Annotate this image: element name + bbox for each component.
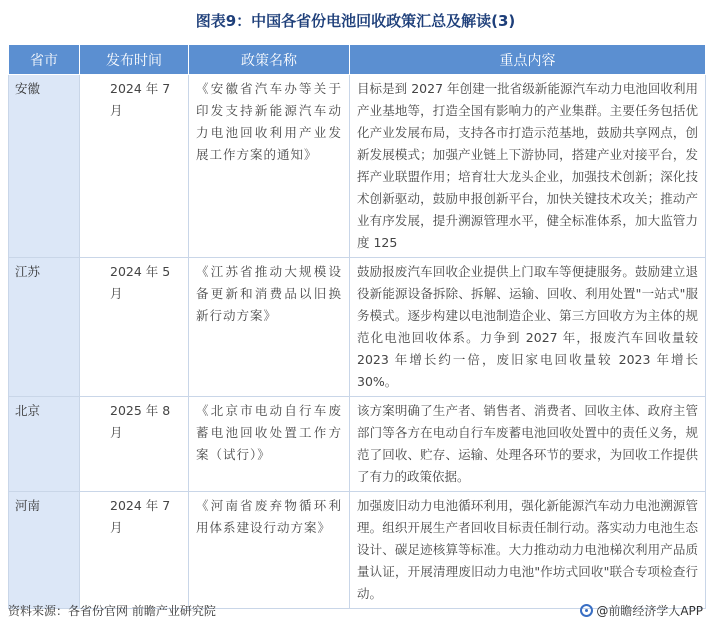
cell-date: 2024 年 7 月 [80, 492, 189, 609]
table-row [9, 397, 706, 492]
source-note: 资料来源：各省份官网 前瞻产业研究院 [8, 604, 216, 618]
cell-date: 2024 年 7 月 [80, 75, 189, 258]
cell-key-content: 鼓励报废汽车回收企业提供上门取车等便捷服务。鼓励建立退役新能源设备拆除、拆解、运输、回收、利用处置"一站式"服务模式。逐步构建以电池制造企业、第三方回收方为主体的规范化电池回收体系。力争到 2027 年，报废汽车回收量较 2023 年增长约一倍，废旧家电回收量较 2023 年增长 30%。 [350, 258, 706, 397]
policy-table [8, 44, 706, 609]
cell-key-content: 目标是到 2027 年创建一批省级新能源汽车动力电池回收利用产业基地等，打造全国有影响力的产业集群。主要任务包括优化产业发展布局，支持各市打造示范基地，鼓励共享网点，创新发展模式；加强产业链上下游协同，搭建产业对接平台，发挥产业联盟作用；培育壮大龙头企业，加强技术创新；深化技术创新驱动，鼓励申报创新平台，加快关键技术攻关；推动产业有序发展，提升溯源管理水平，健全标准体系，加大监管力度 125 [350, 75, 706, 258]
cell-key-content: 加强废旧动力电池循环利用，强化新能源汽车动力电池溯源管理。组织开展生产者回收目标责任制行动。落实动力电池生态设计、碳足迹核算等标准。大力推动动力电池梯次利用产品质量认证，开展清理废旧动力电池"作坊式回收"联合专项检查行动。 [350, 492, 706, 609]
header-province: 省市 [9, 45, 80, 75]
table-row [9, 258, 706, 397]
cell-policy-name: 《安徽省汽车办等关于印发支持新能源汽车动力电池回收利用产业发展工作方案的通知》 [189, 75, 350, 258]
cell-key-content: 该方案明确了生产者、销售者、消费者、回收主体、政府主管部门等各方在电动自行车废蓄电池回收处置中的责任义务，规范了回收、贮存、运输、处理各环节的要求，为回收工作提供了有力的政策依据。 [350, 397, 706, 492]
table-row [9, 492, 706, 609]
cell-policy-name: 《河南省废弃物循环利用体系建设行动方案》 [189, 492, 350, 609]
table-header-row [9, 45, 706, 75]
header-date: 发布时间 [80, 45, 189, 75]
header-key-content: 重点内容 [350, 45, 706, 75]
page-title: 图表9：中国各省份电池回收政策汇总及解读(3) [195, 12, 516, 30]
brand-credit [580, 602, 703, 619]
cell-date: 2024 年 5 月 [80, 258, 189, 397]
cell-province: 江苏 [9, 258, 80, 397]
brand-logo-icon [580, 604, 593, 617]
cell-province: 安徽 [9, 75, 80, 258]
cell-province: 河南 [9, 492, 80, 609]
header-policy-name: 政策名称 [189, 45, 350, 75]
cell-date: 2025 年 8 月 [80, 397, 189, 492]
cell-policy-name: 《江苏省推动大规模设备更新和消费品以旧换新行动方案》 [189, 258, 350, 397]
brand-credit-text: @前瞻经济学人APP [596, 604, 703, 618]
cell-province: 北京 [9, 397, 80, 492]
cell-policy-name: 《北京市电动自行车废蓄电池回收处置工作方案（试行）》 [189, 397, 350, 492]
table-row [9, 75, 706, 258]
